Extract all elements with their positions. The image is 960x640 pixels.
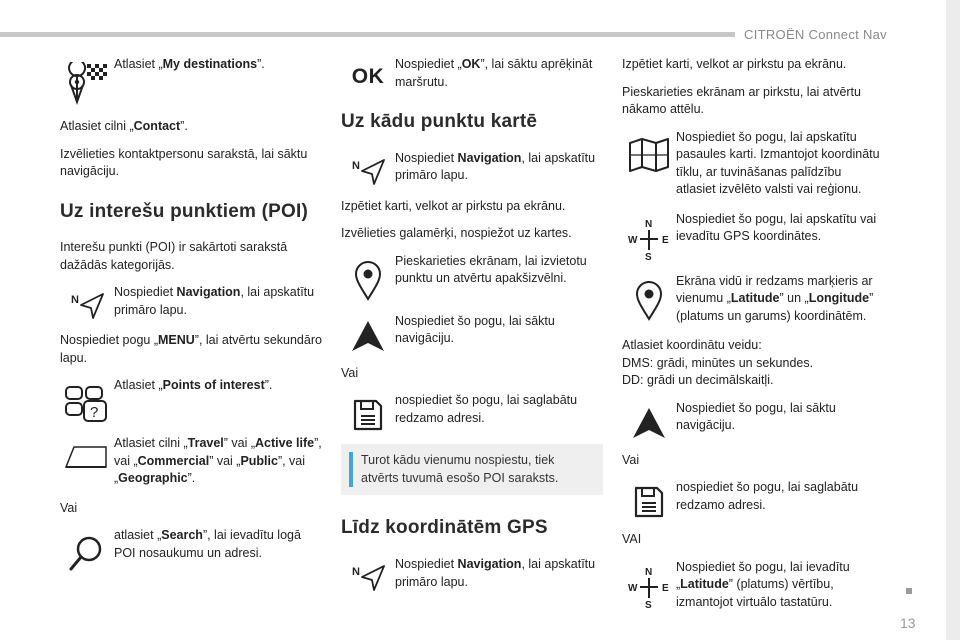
item-start-nav [341,313,603,353]
label-navigation: Navigation [457,150,522,165]
item-marker: Ekrāna vidū ir redzams marķieris ar vienumu „Latitude” un „Longitude” (platums un garums) koordinātēm. [622,273,884,326]
paragraph-coord-types [622,337,884,390]
label-ok: OK [461,57,481,71]
label-longitude: Longitude [808,291,870,305]
item-save [622,479,884,519]
text-world-map: Nospiediet šo pogu, lai apskatītu pasaules karti. Izmantojot koordinātu tīklu, ar tuvināšanas palīdzību atlasiet izvēlēto valsti vai reģionu. [676,129,880,196]
paragraph-explore: Izpētiet karti, velkot ar pirkstu pa ekrānu. [341,198,566,213]
compass-icon [622,211,676,261]
paragraph-choose: Izvēlieties galamērķi, nospiežot uz kartes. [341,226,572,241]
item-save [341,392,603,432]
start-navigation-icon [622,400,676,440]
compass-s: S [645,599,652,609]
paragraph-poi: Interešu punkti (POI) ir sakārtoti sarakstā dažādās kategorijās. [60,240,288,272]
label-commercial: Commercial [137,453,210,468]
compass-e: E [662,582,669,594]
item-pin [341,253,603,301]
navigation-arrow-icon [60,284,114,320]
label-my-destinations: My destinations [162,57,258,71]
info-text: Turot kādu vienumu nospiestu, tiek atvērts tuvumā esošo POI saraksts. [361,453,559,485]
item-world-map [622,129,884,199]
item-categories: Atlasiet cilni „Travel” vai „Active life”, vai „Commercial” vai „Public”, vai „Geographic”. [60,435,322,488]
brand-title: CITROËN Connect Nav [744,27,887,42]
compass-w: W [628,234,638,246]
paragraph-select-contact: Izvēlieties kontaktpersonu sarakstā, lai sāktu navigāciju. [60,146,308,178]
text-vai: Vai [60,500,78,515]
text: Atlasiet koordinātu veidu: [622,338,762,352]
item-latitude: N S W E Nospiediet šo pogu, lai ievadītu „Latitude” (platums) vērtību, izmantojot virtuālo tastatūru. [622,559,884,612]
ok-label: OK [351,65,385,88]
paragraph-explore: Izpētiet karti, velkot ar pirkstu pa ekrānu. [622,57,847,71]
item-points-of-interest: ? Atlasiet „Points of interest”. [60,377,322,423]
text-gps: Nospiediet šo pogu, lai apskatītu vai ievadītu GPS koordinātes. [676,211,877,243]
header-rule [0,32,735,37]
compass-e: E [662,234,669,246]
compass-w: W [628,582,638,594]
label-navigation: Navigation [176,285,241,300]
location-pin-icon [341,253,395,301]
compass-s: S [645,251,652,261]
item-start-nav [622,400,884,440]
text-vai: Vai [341,365,359,380]
label-latitude: Latitude [730,291,780,305]
label-menu: MENU [157,333,195,348]
column-1 [60,56,322,585]
compass-icon [622,559,676,612]
save-disk-icon [622,479,676,519]
heading-map-point: Uz kādu punktu kartē [341,111,538,133]
text-pin: Pieskarieties ekrānam, lai izvietotu punktu un atvērtu apakšizvēlni. [395,253,587,286]
svg-text:N: N [71,294,79,307]
text-start-nav: Nospiediet šo pogu, lai sāktu navigāciju. [395,313,555,346]
item-gps-coords [622,211,884,261]
item-my-destinations [60,56,322,106]
search-icon [60,527,114,573]
text-start-nav: Nospiediet šo pogu, lai sāktu navigāciju. [676,400,836,432]
item-navigation-3: N Nospiediet Navigation, lai apskatītu primāro lapu. [341,556,603,592]
paragraph-menu: Nospiediet pogu „MENU”, lai atvērtu sekundāro lapu. [60,333,322,365]
text-dms: DMS: grādi, minūtes un sekundes. [622,355,814,370]
page-number: 13 [900,615,916,631]
save-disk-icon [341,392,395,432]
label-search: Search [161,528,203,543]
heading-poi: Uz interešu punktiem (POI) [60,200,309,222]
svg-text:N: N [352,159,360,172]
text: ”. [257,57,265,71]
item-ok: OK Nospiediet „OK”, lai sāktu aprēķināt maršrutu. [341,56,603,91]
label-navigation: Navigation [457,557,522,572]
location-pin-icon [622,273,676,326]
text-save: nospiediet šo pogu, lai saglabātu redzamo adresi. [676,480,859,512]
world-map-icon [622,129,676,199]
text: Atlasiet „ [114,57,163,71]
compass-n: N [645,218,653,230]
label-geographic: Geographic [118,471,188,486]
info-note [341,444,603,495]
page-edge-tab [946,0,960,640]
category-tab-icon [60,435,114,488]
label-latitude: Latitude [680,577,729,591]
svg-text:N: N [352,566,360,579]
ok-button-icon [341,56,395,91]
text-dd: DD: grādi un decimālskaitļi. [622,373,774,387]
page-marker [906,588,912,594]
paragraph-touch: Pieskarieties ekrānam ar pirkstu, lai atvērtu nākamo attēlu. [622,84,861,116]
label-points-of-interest: Points of interest [162,378,265,393]
text-save: nospiediet šo pogu, lai saglabātu redzamo adresi. [395,393,578,425]
label-public: Public [240,453,278,468]
compass-n: N [645,566,653,578]
svg-text:?: ? [90,404,99,422]
info-icon [349,452,353,487]
item-navigation-2: N Nospiediet Navigation, lai apskatītu primāro lapu. [341,150,603,186]
item-navigation: N Nospiediet Navigation, lai apskatītu primāro lapu. [60,284,322,320]
label-travel: Travel [187,436,224,451]
column-2 [341,56,603,604]
text-vai-caps: VAI [622,532,642,546]
heading-gps: Līdz koordinātēm GPS [341,517,548,539]
poi-category-icon [60,377,114,423]
paragraph-contact: Atlasiet cilni „Contact”. [60,119,188,133]
column-3 [622,56,884,623]
navigation-arrow-icon [341,150,395,186]
navigation-arrow-icon [341,556,395,592]
start-navigation-icon [341,313,395,353]
item-search: atlasiet „Search”, lai ievadītu logā POI nosaukumu un adresi. [60,527,322,573]
text-vai: Vai [622,452,640,467]
label-active-life: Active life [255,436,315,451]
label-contact: Contact [133,119,181,133]
destination-flag-icon [60,56,114,106]
